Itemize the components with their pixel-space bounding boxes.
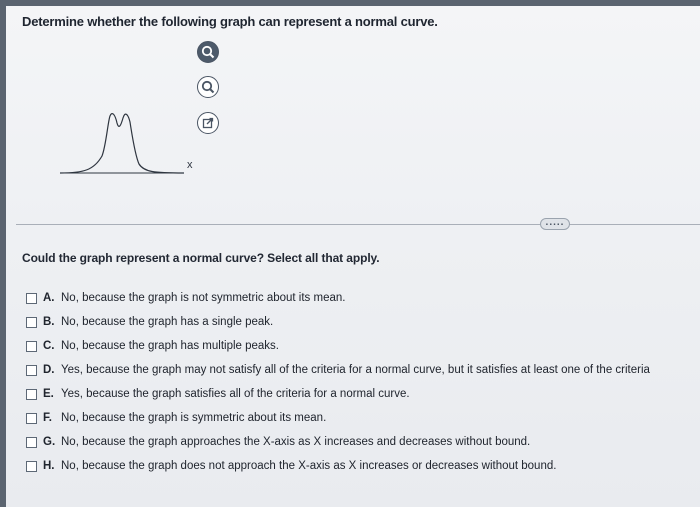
external-link-icon — [200, 115, 216, 131]
option-b-letter: B. — [43, 316, 55, 328]
zoom-out-icon — [200, 79, 216, 95]
option-e-checkbox[interactable] — [26, 389, 37, 400]
answer-options — [26, 286, 700, 478]
option-f-text: No, because the graph is symmetric about its mean. — [61, 412, 327, 424]
option-d-letter: D. — [43, 364, 55, 376]
popout-button[interactable] — [197, 112, 219, 134]
option-e[interactable] — [26, 382, 700, 406]
option-b-text: No, because the graph has a single peak. — [61, 316, 274, 328]
option-g-letter: G. — [43, 436, 56, 448]
x-axis-label: x — [187, 159, 193, 171]
section-divider — [16, 224, 700, 225]
option-h-checkbox[interactable] — [26, 461, 37, 472]
option-d-checkbox[interactable] — [26, 365, 37, 376]
option-h-letter: H. — [43, 460, 55, 472]
more-button[interactable]: ..... — [540, 218, 570, 230]
option-c-letter: C. — [43, 340, 55, 352]
option-b-checkbox[interactable] — [26, 317, 37, 328]
option-a-checkbox[interactable] — [26, 293, 37, 304]
option-e-letter: E. — [43, 388, 54, 400]
option-g-text: No, because the graph approaches the X-axis as X increases and decreases without bound. — [61, 436, 531, 448]
option-e-text: Yes, because the graph satisfies all of the criteria for a normal curve. — [61, 388, 410, 400]
option-d[interactable] — [26, 358, 700, 382]
option-c-checkbox[interactable] — [26, 341, 37, 352]
option-a[interactable] — [26, 286, 700, 310]
zoom-in-icon — [200, 44, 216, 60]
answer-prompt: Could the graph represent a normal curve? Select all that apply. — [22, 251, 380, 265]
curve-line — [60, 114, 184, 173]
option-a-text: No, because the graph is not symmetric about its mean. — [61, 292, 346, 304]
option-g-checkbox[interactable] — [26, 437, 37, 448]
question-panel — [6, 6, 700, 507]
option-c[interactable] — [26, 334, 700, 358]
question-title: Determine whether the following graph can represent a normal curve. — [22, 14, 438, 29]
option-f-checkbox[interactable] — [26, 413, 37, 424]
option-d-text: Yes, because the graph may not satisfy all of the criteria for a normal curve, but it satisfies at least one of the criteria — [61, 364, 650, 376]
option-h-text: No, because the graph does not approach the X-axis as X increases or decreases without bound. — [61, 460, 557, 472]
option-b[interactable] — [26, 310, 700, 334]
zoom-out-button[interactable] — [197, 76, 219, 98]
option-f[interactable] — [26, 406, 700, 430]
zoom-in-button[interactable] — [197, 41, 219, 63]
option-g[interactable] — [26, 430, 700, 454]
option-c-text: No, because the graph has multiple peaks. — [61, 340, 279, 352]
option-a-letter: A. — [43, 292, 55, 304]
bimodal-curve-graph — [60, 106, 200, 178]
option-h[interactable] — [26, 454, 700, 478]
option-f-letter: F. — [43, 412, 52, 424]
